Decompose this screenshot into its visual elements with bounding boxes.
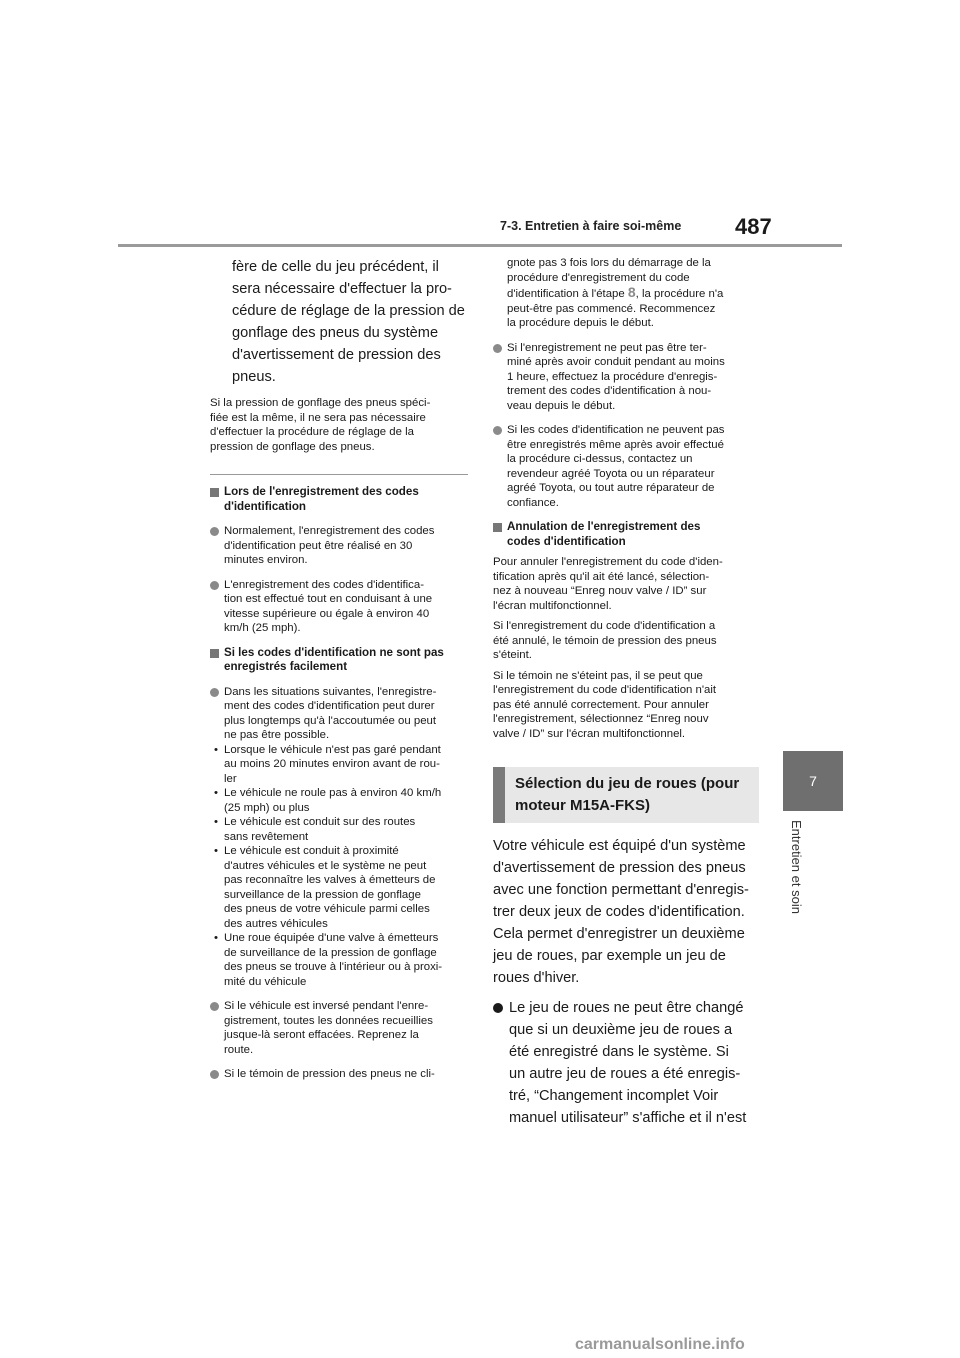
text-line: des pneus de votre véhicule parmi celles [224, 903, 430, 915]
list-item [210, 685, 468, 743]
continued-paragraph [493, 256, 755, 331]
list-item [210, 999, 468, 1057]
text-line: été annulé, le témoin de pression des pneus [493, 634, 717, 647]
text-line [507, 285, 755, 302]
text-line: été enregistré dans le système. Si [509, 1044, 729, 1060]
text-line: minutes environ. [224, 554, 308, 566]
text-line: tification après qu'il ait été lancé, sélection- [493, 570, 710, 583]
subheading-cancellation [493, 520, 755, 549]
bullet-dot-icon [493, 426, 502, 435]
text-line: Si l'enregistrement du code d'identification a [493, 620, 716, 632]
square-marker-icon [210, 488, 219, 497]
text-line: jusque-là seront effacées. Reprenez la [224, 1029, 419, 1041]
text-line: au moins 20 minutes environ avant de rou- [224, 758, 440, 770]
bullet-dot-icon [210, 1070, 219, 1079]
text-line: fiée est la même, il ne sera pas nécessaire [210, 411, 426, 424]
text-line: la procédure ci-dessus, contactez un [507, 453, 693, 465]
text-line: km/h (25 mph). [224, 622, 301, 634]
text-line: Si le témoin de pression des pneus ne cli- [224, 1068, 435, 1080]
sub-list-item [210, 931, 468, 989]
text-line: ne pas être possible. [224, 729, 330, 741]
text-line: Si l'enregistrement ne peut pas être ter- [507, 341, 707, 354]
header-rule [118, 244, 842, 247]
text-line: Dans les situations suivantes, l'enregistre- [224, 685, 437, 698]
text-line: manuel utilisateur” s'affiche et il n'est [509, 1110, 747, 1126]
text-line: la procédure depuis le début. [507, 317, 654, 329]
sub-list-item [210, 743, 468, 787]
text-line: Une roue équipée d'une valve à émetteurs [224, 932, 439, 944]
text-line: enregistrés facilement [224, 660, 348, 673]
text-line: roues d'hiver. [493, 970, 580, 986]
step-number-badge: 8 [627, 284, 636, 300]
text-line: Le véhicule est conduit à proximité [224, 845, 399, 857]
chapter-tab[interactable]: 7 [783, 751, 843, 811]
text-line: (25 mph) ou plus [224, 801, 310, 814]
bullet-dot-icon [210, 1002, 219, 1011]
text-line: valve / ID” sur l'écran multifonctionnel. [493, 727, 686, 740]
text-line: fère de celle du jeu précédent, il [232, 259, 439, 275]
text-line: sera nécessaire d'effectuer la pro- [232, 281, 452, 297]
text-line: des pneus se trouve à l'intérieur ou à proxi- [224, 961, 443, 973]
text-line: tré, “Changement incomplet Voir [509, 1088, 719, 1104]
bullet-marker-icon: • [214, 845, 218, 857]
bullet-marker-icon: • [214, 743, 218, 756]
text-line: d'avertissement de pression des [232, 347, 441, 363]
list-item [493, 423, 755, 510]
watermark[interactable]: carmanualsonline.info [575, 1336, 745, 1353]
text-fragment: , la procédure n'a [635, 288, 724, 300]
text-line: Annulation de l'enregistrement des [507, 520, 701, 533]
square-marker-icon [493, 523, 502, 532]
text-line: veau depuis le début. [507, 399, 616, 412]
list-item [210, 578, 468, 636]
text-line: Sélection du jeu de roues (pour [515, 775, 740, 792]
text-line: trement des codes d'identification à nou- [507, 385, 712, 397]
text-line: Si les codes d'identification ne peuvent pas [507, 424, 725, 436]
square-marker-icon [210, 649, 219, 658]
text-line: Le véhicule ne roule pas à environ 40 km/h [224, 787, 442, 799]
text-line: Cela permet d'enregistrer un deuxième [493, 926, 745, 942]
paragraph [493, 669, 755, 742]
text-line: tion est effectué tout en conduisant à une [224, 593, 433, 605]
text-line: Lors de l'enregistrement des codes [224, 485, 419, 498]
text-line: peut-être pas commencé. Recommencez [507, 302, 716, 315]
text-line: L'enregistrement des codes d'identifica- [224, 578, 424, 591]
bullet-dot-icon [493, 1003, 503, 1013]
text-line: Pour annuler l'enregistrement du code d'iden- [493, 556, 723, 568]
text-line: d'identification peut être réalisé en 30 [224, 539, 413, 552]
paragraph [493, 555, 755, 613]
list-item [493, 341, 755, 414]
text-line: Le véhicule est conduit sur des routes [224, 816, 416, 828]
text-line: être enregistrés même après avoir effectué [507, 438, 724, 451]
text-line: ment des codes d'identification peut durer [224, 700, 435, 712]
bullet-dot-icon [210, 527, 219, 536]
text-line: l'enregistrement du code d'identification n'ait [493, 684, 717, 696]
text-line: Si le véhicule est inversé pendant l'enre- [224, 1000, 429, 1012]
sub-list-item [210, 815, 468, 844]
subheading-difficulty [210, 646, 468, 675]
text-line: Normalement, l'enregistrement des codes [224, 525, 435, 537]
text-fragment: d'identification à l'étape [507, 288, 628, 300]
section-title-box [493, 767, 759, 823]
text-line: que si un deuxième jeu de roues a [509, 1022, 733, 1038]
text-line: d'effectuer la procédure de réglage de la [210, 426, 414, 438]
text-line: 1 heure, effectuez la procédure d'enregis- [507, 370, 718, 383]
text-line: jeu de roues, par exemple un jeu de [493, 948, 726, 964]
paragraph [493, 619, 755, 663]
text-line: Le jeu de roues ne peut être changé [509, 1000, 744, 1016]
text-line: pas été annulé correctement. Pour annuler [493, 698, 709, 711]
sub-list-item [210, 844, 468, 931]
page-number: 487 [735, 214, 772, 239]
text-line: d'avertissement de pression des pneus [493, 860, 746, 876]
list-item [210, 1067, 468, 1082]
bullet-marker-icon: • [214, 816, 218, 828]
text-line: mité du véhicule [224, 975, 307, 988]
chapter-label-text: Entretien et soin [789, 820, 804, 914]
text-line: confiance. [507, 496, 559, 509]
lead-paragraph [210, 256, 468, 388]
text-line: Si le témoin ne s'éteint pas, il se peut que [493, 669, 703, 682]
text-line: gonflage des pneus du système [232, 325, 439, 341]
text-line: pneus. [232, 369, 276, 385]
bullet-marker-icon: • [214, 932, 218, 944]
bullet-marker-icon: • [214, 787, 218, 799]
body-paragraph [493, 835, 755, 989]
chapter-label [789, 820, 836, 1020]
bullet-dot-icon [493, 344, 502, 353]
subheading-registration [210, 485, 468, 514]
text-line: gistrement, toutes les données recueillies [224, 1014, 433, 1027]
text-line: codes d'identification [507, 534, 626, 548]
text-line: moteur M15A-FKS) [515, 797, 651, 814]
text-line: avec une fonction permettant d'enregis- [493, 882, 749, 898]
divider [210, 474, 468, 475]
text-line: Lorsque le véhicule n'est pas garé pendant [224, 743, 441, 756]
text-line: surveillance de la pression de gonflage [224, 888, 421, 901]
list-item [493, 997, 755, 1129]
text-line: d'identification [224, 499, 306, 513]
text-line: l'écran multifonctionnel. [493, 599, 612, 612]
text-line: revendeur agréé Toyota ou un réparateur [507, 467, 715, 480]
note-paragraph [210, 396, 468, 454]
section-header-title: 7-3. Entretien à faire soi-même [500, 219, 682, 233]
text-line: des autres véhicules [224, 917, 328, 930]
text-line: de surveillance de la pression de gonflage [224, 946, 437, 959]
text-line: Si les codes d'identification ne sont pas [224, 645, 444, 659]
bullet-dot-icon [210, 688, 219, 697]
sub-list-item [210, 786, 468, 815]
text-line: procédure d'enregistrement du code [507, 271, 690, 284]
text-line: l'enregistrement, sélectionnez “Enreg nouv [493, 713, 709, 725]
text-line: pas reconnaître les valves à émetteurs de [224, 874, 436, 886]
text-line: miné après avoir conduit pendant au moins [507, 356, 725, 368]
right-column [493, 256, 755, 1129]
text-line: s'éteint. [493, 649, 532, 661]
text-line: Votre véhicule est équipé d'un système [493, 838, 746, 854]
text-line: agréé Toyota, ou tout autre réparateur de [507, 482, 715, 494]
text-line: sans revêtement [224, 830, 309, 843]
text-line: ler [224, 772, 237, 785]
left-column [210, 256, 468, 1082]
text-line: nez à nouveau “Enreg nouv valve / ID” sur [493, 585, 707, 597]
list-item [210, 524, 468, 568]
text-line: pression de gonflage des pneus. [210, 440, 375, 453]
text-line: route. [224, 1043, 254, 1056]
bullet-dot-icon [210, 581, 219, 590]
text-line: Si la pression de gonflage des pneus spéci- [210, 397, 431, 409]
text-line: trer deux jeux de codes d'identification. [493, 904, 745, 920]
text-line: un autre jeu de roues a été enregis- [509, 1066, 741, 1082]
text-line: plus longtemps qu'à l'accoutumée ou peut [224, 714, 437, 727]
text-line: gnote pas 3 fois lors du démarrage de la [507, 257, 711, 269]
text-line: vitesse supérieure ou égale à environ 40 [224, 607, 430, 620]
text-line: cédure de réglage de la pression de [232, 303, 465, 319]
text-line: d'autres véhicules et le système ne peut [224, 859, 427, 872]
